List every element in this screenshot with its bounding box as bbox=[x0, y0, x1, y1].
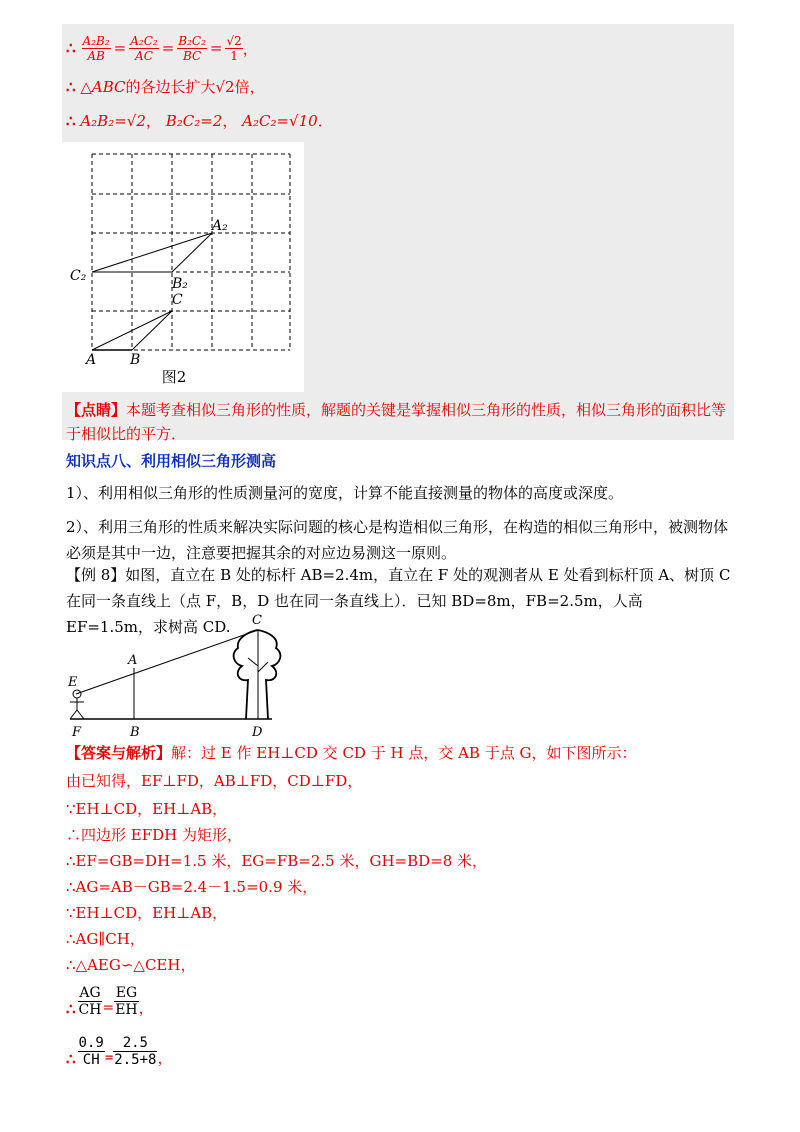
fraction-sqrt2-1: $\frac{√2}{1}$ bbox=[226, 33, 242, 63]
comment-tag: 【点睛】 bbox=[66, 401, 127, 419]
fraction-a2b2-ab: $\frac{\text{A₂B₂}}{AB}$ bbox=[82, 33, 110, 63]
answer-step-2: ∵EH⊥CD，EH⊥AB， bbox=[66, 800, 228, 818]
scale-line: ∴ △ABC的各边长扩大√2倍， bbox=[66, 78, 265, 96]
figure-2-background bbox=[62, 142, 304, 392]
answer-tag: 【答案与解析】 bbox=[66, 744, 172, 762]
answer-step-4: ∴EF=GB=DH=1.5 米，EG=FB=2.5 米，GH=BD=8 米， bbox=[66, 852, 488, 870]
answer-step-7: ∴AG∥CH， bbox=[66, 930, 145, 948]
figure-2-caption: 图2 bbox=[161, 368, 187, 386]
comment-text: 本题考查相似三角形的性质，解题的关键是掌握相似三角形的性质，相似三角形的面积比等于相似比的平方． bbox=[66, 401, 727, 443]
label-c2: C₂ bbox=[70, 268, 87, 284]
fraction-a2c2-ac: $\frac{\text{A₂C₂}}{AC}$ bbox=[130, 33, 158, 63]
answer-step-8: ∴△AEG∽△CEH， bbox=[66, 956, 196, 974]
tree-height-diagram bbox=[62, 606, 292, 740]
label-foot-f: F bbox=[72, 725, 82, 740]
section-title: 知识点八、利用相似三角形测高 bbox=[66, 452, 277, 470]
observer-leg-right bbox=[77, 710, 84, 719]
answer-step-1: 由已知得，EF⊥FD，AB⊥FD，CD⊥FD， bbox=[66, 772, 363, 790]
section-point-2: 2）、利用三角形的性质来解决实际问题的核心是构造相似三角形，在构造的相似三角形中，被测物体必须是其中一边，注意要把握其余的对应边易测这一原则。 bbox=[66, 518, 729, 562]
answer-fraction-2: ∴ $\frac{0.9}{CH}$ = $\frac{2.5}{2.5+8}$ ， bbox=[66, 1035, 173, 1068]
example-8-text: 【例 8】如图，直立在 B 处的标杆 AB=2.4m，直立在 F 处的观测者从 E 处看到标杆顶 A、树顶 C 在同一条直线上（点 F，B，D 也在同一条直线上）．已知 BD=8m，FB=2.5m，人高 EF=1.5m，求树高 CD. bbox=[66, 566, 731, 636]
label-observer-e: E bbox=[68, 675, 78, 690]
fraction-b2c2-bc: $\frac{\text{B₂C₂}}{BC}$ bbox=[178, 33, 206, 63]
tree-outline bbox=[234, 630, 281, 719]
answer-intro: 【答案与解析】解：过 E 作 EH⊥CD 交 CD 于 H 点，交 AB 于点 G，如下图所示： bbox=[66, 744, 637, 762]
figure-2-grid-diagram bbox=[62, 142, 304, 392]
comment-paragraph bbox=[66, 398, 732, 446]
observer-leg-left bbox=[70, 710, 77, 719]
label-b: B bbox=[130, 352, 141, 368]
label-pole-a: A bbox=[128, 653, 138, 668]
ratio-line: ∴ $\frac{\text{A₂B₂}}{AB}$ = $\frac{\text{A₂C₂}}{AC}$ = $\frac{\text{B₂C₂}}{BC}$ = $\frac{√2}{1}$ ， bbox=[66, 33, 258, 63]
answer-step-5: ∴AG=AB－GB=2.4－1.5=0.9 米， bbox=[66, 878, 318, 896]
answer-step-3: ∴四边形 EFDH 为矩形， bbox=[66, 826, 243, 844]
label-base-b: B bbox=[130, 725, 140, 740]
sight-line bbox=[76, 630, 258, 694]
lengths-line: ∴ A₂B₂=√2， B₂C₂=2， A₂C₂=√10． bbox=[66, 112, 333, 130]
label-a2: A₂ bbox=[212, 218, 228, 234]
answer-fraction-1: ∴ $\frac{AG}{CH}$ = $\frac{EG}{EH}$ ， bbox=[66, 985, 154, 1018]
section-point-1: 1）、利用相似三角形的性质测量河的宽度，计算不能直接测量的物体的高度或深度。 bbox=[66, 484, 624, 502]
label-a: A bbox=[86, 352, 97, 368]
label-tree-c: C bbox=[252, 613, 262, 628]
label-base-d: D bbox=[252, 725, 263, 740]
answer-step-6: ∵EH⊥CD，EH⊥AB， bbox=[66, 904, 228, 922]
therefore-symbol: ∴ bbox=[66, 39, 76, 57]
label-b2: B₂ bbox=[172, 276, 188, 292]
label-c: C bbox=[172, 292, 183, 308]
